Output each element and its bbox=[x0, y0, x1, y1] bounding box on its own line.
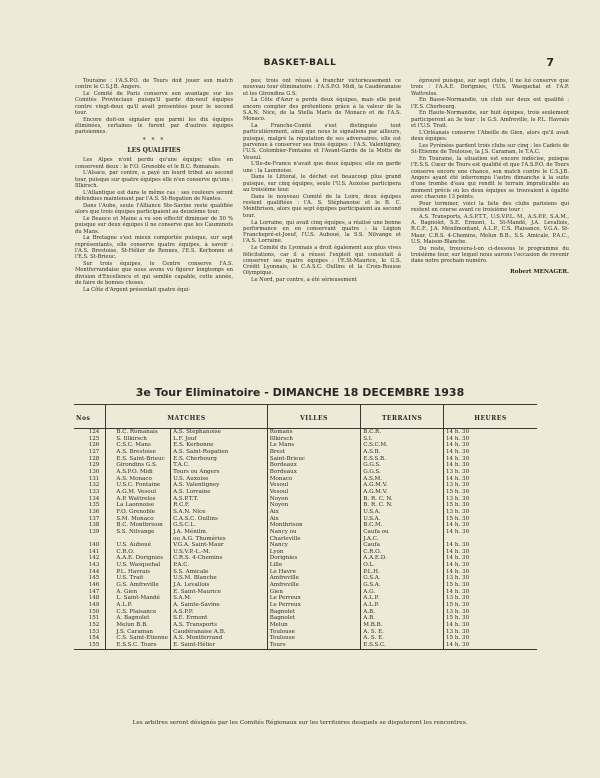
match-number: 144 bbox=[74, 569, 106, 576]
kickoff-time: 13 h. 30 bbox=[445, 508, 470, 515]
table-row bbox=[74, 569, 537, 576]
home-team: La Laonnoise bbox=[106, 502, 171, 509]
city: Bordeaux bbox=[267, 469, 361, 476]
kickoff-time: 15 h. 30 bbox=[445, 635, 470, 642]
home-team: Girondins G.S. bbox=[106, 462, 171, 469]
away-team: C.A.S.C. Oullins bbox=[171, 516, 268, 523]
table-row bbox=[74, 476, 537, 483]
venue: Caufa bbox=[361, 542, 444, 549]
match-number: 140 bbox=[74, 542, 106, 549]
away-team: E.S. Kerbonne bbox=[171, 442, 268, 449]
kickoff-time: 14 h. 30 bbox=[445, 455, 470, 462]
header-num: Nos bbox=[74, 405, 106, 429]
home-team: C.R.O. bbox=[106, 549, 171, 556]
venue: G.G.S. bbox=[361, 462, 444, 469]
match-number: 151 bbox=[74, 615, 106, 622]
venue: U.S.A. bbox=[361, 516, 444, 523]
kickoff-time: 13 h. 30 bbox=[445, 628, 470, 635]
home-team: A.P. Wattrelos bbox=[106, 496, 171, 503]
away-team: G.S.C.L. bbox=[171, 522, 268, 529]
venue: B.C.M. bbox=[361, 522, 444, 529]
venue: E.S.S.B. bbox=[361, 456, 444, 463]
city: Romans bbox=[267, 429, 361, 436]
home-team: U.S. Auboué bbox=[106, 542, 171, 549]
table-row bbox=[74, 562, 537, 569]
paragraph: Le Comité du Lyonnais a droit également aux plus vives félicitations, car il a réussi l'exploit qui consistait à conserver ses quatre équipes : l'E.St-Maurice, le G.S. Crédit Lyonnais, le C.A.S.C. Oullins et la Croix-Rousse Olympique. bbox=[243, 245, 401, 277]
kickoff-time: 13 h. 30 bbox=[445, 468, 470, 475]
city: Le Perreux bbox=[267, 595, 361, 602]
kickoff-time: 14 h. 30 bbox=[445, 429, 470, 435]
away-team: Tours ou Angers bbox=[171, 469, 268, 476]
paragraph: Dans le Littoral, le déchet est beaucoup plus grand puisque, sur cinq équipes, seule l'U.S. Auxoise participera au troisième tour. bbox=[243, 174, 401, 194]
home-team: C.S. Saint-Etienne bbox=[106, 635, 171, 642]
table-row bbox=[74, 522, 537, 529]
away-team: A.S. Lorraine bbox=[171, 489, 268, 496]
away-team: A. Sainte-Savine bbox=[171, 602, 268, 609]
paragraph: Le Comité de Paris conserve son avantage sur les Comités Provinciaux puisqu'il garde dix-neuf équipes contre vingt-deux qu'il avait présentées pour le second tour. bbox=[75, 91, 233, 116]
paragraph: Sur trois équipes, le Centre conserve l'A.S. Montferrandaise que nous avons vu figurer longtemps en division d'Excellence et qui semble capable, cette année, de faire de bonnes choses. bbox=[75, 261, 233, 286]
paragraph: Le Beauce et Maine a vu son effectif diminuer de 50 % puisque sur deux équipes il ne conserve que les Cauminots du Mans. bbox=[75, 215, 233, 235]
paragraph: En Basse-Normandie, un club sur deux est qualifié : l'E.S. Cherbourg. bbox=[411, 97, 569, 110]
away-team: S.E. Ermont bbox=[171, 615, 268, 622]
away-team: C.R.S. 4-Chemins bbox=[171, 555, 268, 562]
match-number: 153 bbox=[74, 629, 106, 636]
header-terrains: TERRAINS bbox=[361, 405, 444, 429]
kickoff-time: 15 h. 30 bbox=[445, 515, 470, 522]
kickoff-time: 14 h. 30 bbox=[445, 542, 470, 549]
header-heures: HEURES bbox=[443, 405, 537, 429]
match-number: 133 bbox=[74, 489, 106, 496]
home-team: A.L.P. bbox=[106, 602, 171, 609]
away-team: A.S. Transports bbox=[171, 622, 268, 629]
table-row bbox=[74, 442, 537, 449]
home-team: S.S. Nilvange bbox=[106, 529, 171, 536]
paragraph: éprouvé puisque, sur sept clubs, il ne lui conserve que trois : l'A.A.E. Dorignies, l'U.S. Wasquehal et l'A.P. Wattrelos. bbox=[411, 78, 569, 97]
city: Vesoul bbox=[267, 482, 361, 489]
paragraph: La Bretagne s'est mieux comportée puisque, sur sept représentants, elle conserve quatre équipes, à savoir : l'A.S. Brestoise, St-Hélier de Rennes, l'E.S. Kerbonne et l'E.S. St-Brieuc. bbox=[75, 235, 233, 261]
home-team: A.S. Monaco bbox=[106, 476, 171, 483]
kickoff-time: 14 h. 30 bbox=[445, 562, 470, 569]
city: Montbrison bbox=[267, 522, 361, 529]
home-team: A. Gien bbox=[106, 589, 171, 596]
match-number: 150 bbox=[74, 609, 106, 616]
paragraph: L'Alsace, par contre, a payé un lourd tribut au second tour, puisque sur quatre équipes elle n'en conserve qu'une : Illkirsch. bbox=[75, 170, 233, 189]
city: Vesoul bbox=[267, 489, 361, 496]
paragraph: La Côte d'Argent présentait quatre équi- bbox=[83, 286, 191, 293]
home-team: P.L. Havrais bbox=[106, 569, 171, 576]
city: Bordeaux bbox=[267, 462, 361, 469]
kickoff-time: 13 h. 30 bbox=[445, 575, 470, 582]
home-team: C.S. Plaisance bbox=[106, 609, 171, 616]
home-team: B.C. Romanais bbox=[106, 429, 171, 436]
table-row bbox=[74, 635, 537, 642]
venue: G.S.A. bbox=[361, 575, 444, 582]
away-team: V.G.A. Saint-Maur bbox=[171, 542, 268, 549]
away-team: P.A.C. bbox=[171, 562, 268, 569]
section-heading: LES QUALIFIES bbox=[127, 146, 181, 154]
match-number: 145 bbox=[74, 575, 106, 582]
footer-note: Les arbitres seront désignés par les Comités Régionaux sur les territoires desquels se disputeront les rencontres. bbox=[132, 720, 468, 726]
match-number: 138 bbox=[74, 522, 106, 529]
paragraph: La Lorraine, qui avait cinq équipes, a réalisé une bonne performance en en conservant quatre : la Légion Franchepré-et-Joeuf, l'U.S. Auboué, la S.S. Nilvange et l'A.S. Lorraine. bbox=[243, 219, 401, 245]
kickoff-time: 15 h. 30 bbox=[445, 582, 470, 589]
match-number: 154 bbox=[74, 635, 106, 642]
table-row bbox=[74, 622, 537, 629]
table-row bbox=[74, 629, 537, 636]
match-number: 146 bbox=[74, 582, 106, 589]
city: Bagnolet bbox=[267, 609, 361, 616]
venue: B. R. C. N. bbox=[361, 502, 444, 509]
match-number: 128 bbox=[74, 456, 106, 463]
venue: A. S. E. bbox=[361, 635, 444, 642]
paragraph: Encore doit-on signaler que parmi les dix équipes éliminées, certaines le furent par d'autres équipes parisiennes. bbox=[75, 116, 233, 136]
table-row bbox=[74, 575, 537, 582]
kickoff-time: 14 h. 30 bbox=[445, 622, 470, 629]
paragraph: Du reste, trouvera-t-on ci-dessous le programme du troisième tour, sur lequel nous aurons l'occasion de revenir dans notre prochain numéro. bbox=[411, 245, 569, 265]
home-team: G.S. Amfreville bbox=[106, 582, 171, 589]
city: Monaco bbox=[267, 476, 361, 483]
city: Dorignies bbox=[267, 555, 361, 562]
match-number: 124 bbox=[74, 429, 106, 436]
home-team: A.S. Brestoise bbox=[106, 449, 171, 456]
home-team: A.S.P.O. Midi bbox=[106, 469, 171, 476]
city: Charleville bbox=[267, 536, 361, 543]
match-number: 127 bbox=[74, 449, 106, 456]
separator-stars: * * * bbox=[142, 136, 166, 144]
venue: O.L. bbox=[361, 562, 444, 569]
match-number: 132 bbox=[74, 482, 106, 489]
home-team: J.S. Caraman bbox=[106, 629, 171, 636]
home-team: U.S. Wasquehal bbox=[106, 562, 171, 569]
away-team: L.F. Jouf bbox=[171, 436, 268, 443]
venue: A.L.P. bbox=[361, 595, 444, 602]
venue: A.B. bbox=[361, 609, 444, 616]
venue: C.R.O. bbox=[361, 549, 444, 556]
match-number: 136 bbox=[74, 509, 106, 516]
away-team: S.S. Amicale bbox=[171, 569, 268, 576]
venue: A.B. bbox=[361, 615, 444, 622]
city: Le Havre bbox=[267, 569, 361, 576]
author-signature: Robert MENAGER. bbox=[510, 268, 569, 275]
paragraph: En Touraine, la situation est encore indécise, puisque l'E.S.S. Cœur de Tours est qualifié et que l'A.S.P.O. de Tours conserve encore une chance, son match contre le C.S.J.B. Angers ayant été interrompu l'autre dimanche à la suite d'une trombe d'eau qui rendit le terrain impraticable au moment précis où les deux équipes se trouvaient à égalité avec chacune 13 points. bbox=[411, 156, 569, 200]
venue: M.B.B. bbox=[361, 622, 444, 629]
match-number: 155 bbox=[74, 642, 106, 649]
city: Nancy bbox=[267, 542, 361, 549]
kickoff-time bbox=[443, 536, 537, 543]
city: Bagnolet bbox=[267, 615, 361, 622]
city: Gien bbox=[267, 589, 361, 596]
page-number: 7 bbox=[546, 56, 554, 69]
away-team: A.S.P.P. bbox=[171, 609, 268, 616]
venue: Caufa ou bbox=[361, 529, 444, 536]
paragraph: Touraine : l'A.S.P.O. de Tours doit jouer son match contre le C.S.J.B. Angers. bbox=[75, 78, 233, 91]
kickoff-time: 14 h. 30 bbox=[445, 442, 470, 449]
paragraph: L'Ile-de-France n'avait que deux équipes; elle en garde une : la Laonnoise. bbox=[243, 161, 401, 174]
paragraph: L'Atlantique est dans le même cas : ses couleurs seront défendues maintenant par l'A.S. St-Rogatien de Nantes. bbox=[75, 189, 233, 203]
venue: G.S.A. bbox=[361, 582, 444, 589]
paragraph: Les Pyrénées gardent trois clubs sur cinq : les Cadets de St-Etienne de Toulouse, la J.S. Caraman, le T.A.C. bbox=[411, 142, 569, 156]
kickoff-time: 13 h. 30 bbox=[445, 495, 470, 502]
away-team: E. Saint-Hélier bbox=[171, 642, 268, 649]
home-team: U.S.C. Fontaine bbox=[106, 482, 171, 489]
away-team: U.S.V.P.-L.-M. bbox=[171, 549, 268, 556]
table-row bbox=[74, 542, 537, 549]
page-header bbox=[40, 58, 560, 76]
paragraph: Le Nord, par contre, a été sérieusement bbox=[251, 277, 357, 284]
kickoff-time: 14 h. 30 bbox=[445, 548, 470, 555]
away-team: A.S. Valentigney bbox=[171, 482, 268, 489]
header-matches: MATCHES bbox=[106, 405, 267, 429]
venue: A.G.M.V. bbox=[361, 489, 444, 496]
kickoff-time: 14 h. 30 bbox=[445, 435, 470, 442]
article-column-2 bbox=[243, 78, 401, 284]
city: Tours bbox=[267, 642, 361, 649]
away-team: E.S. Cherbourg bbox=[171, 456, 268, 463]
kickoff-time: 15 h. 30 bbox=[445, 488, 470, 495]
venue: A.S.M. bbox=[361, 476, 444, 483]
table-row bbox=[74, 582, 537, 589]
venue: B.C.R. bbox=[361, 429, 444, 436]
venue: J.A.C. bbox=[361, 536, 444, 543]
home-team: A.G.M. Vesoul bbox=[106, 489, 171, 496]
city: Lyon bbox=[267, 549, 361, 556]
home-team: L. Saint-Mandé bbox=[106, 595, 171, 602]
city: Noyon bbox=[267, 496, 361, 503]
match-number: 126 bbox=[74, 442, 106, 449]
away-team: E. Saint-Maurice bbox=[171, 589, 268, 596]
match-number: 149 bbox=[74, 602, 106, 609]
paragraph: Pour terminer, voici la liste des clubs parisiens qui restent en course avant ce troisième tour : bbox=[411, 200, 569, 213]
home-team: U.S. Trait bbox=[106, 575, 171, 582]
away-team: A.S.P.T.T. bbox=[171, 496, 268, 503]
away-team: Caudéranaise A.B. bbox=[171, 629, 268, 636]
paragraph: Dans l'Aube, seule l'Alliance Ste-Savine reste qualifiée alors que trois équipes participaient au deuxième tour. bbox=[75, 202, 233, 216]
table-row bbox=[74, 516, 537, 523]
home-team: A. Bagnolet bbox=[106, 615, 171, 622]
venue: U.S.A. bbox=[361, 509, 444, 516]
table-row bbox=[74, 429, 537, 436]
away-team: J.A. Levallois bbox=[171, 582, 268, 589]
city: Brest bbox=[267, 449, 361, 456]
table-row bbox=[74, 549, 537, 556]
away-team: U.S.M. Blanche bbox=[171, 575, 268, 582]
home-team: A.A.E. Dorignies bbox=[106, 555, 171, 562]
city: Le Perreux bbox=[267, 602, 361, 609]
table-row bbox=[74, 509, 537, 516]
home-team: E.S.S.C. Tours bbox=[106, 642, 171, 649]
city: Nancy ou bbox=[267, 529, 361, 536]
kickoff-time: 14 h. 30 bbox=[443, 642, 537, 649]
home-team: S. Illkirsch bbox=[106, 436, 171, 443]
city: Le Mans bbox=[267, 442, 361, 449]
table-row bbox=[74, 502, 537, 509]
home-team: Melun B.B. bbox=[106, 622, 171, 629]
match-number: 134 bbox=[74, 496, 106, 503]
paragraph: Dans le nouveau Comité de la Loire, deux équipes restent qualifiées : l'A. S. Stéphanoise et le B. C. Montbrison, alors que sept équipes participaient au second tour. bbox=[243, 193, 401, 219]
kickoff-time: 14 h. 30 bbox=[445, 555, 470, 562]
kickoff-time: 14 h. 30 bbox=[445, 522, 470, 529]
match-number: 141 bbox=[74, 549, 106, 556]
table-row bbox=[74, 642, 537, 649]
venue: E.S.S.C. bbox=[361, 642, 444, 649]
home-team: B.C. Montbrison bbox=[106, 522, 171, 529]
table-row bbox=[74, 436, 537, 443]
away-team: A.S. Saint-Rogatien bbox=[171, 449, 268, 456]
away-team: R.C.F. bbox=[171, 502, 268, 509]
paragraph: Les Alpes n'ont perdu qu'une équipe; elles en conservent deux : le F.O. Grenoble et le B.C. Romanais. bbox=[75, 157, 233, 170]
city: Toulouse bbox=[267, 629, 361, 636]
city: Amfreville bbox=[267, 575, 361, 582]
table-row bbox=[74, 615, 537, 622]
kickoff-time: 14 h. 30 bbox=[445, 448, 470, 455]
away-team: T.A.C. bbox=[171, 462, 268, 469]
away-team: J.A. Ménilm. bbox=[171, 529, 268, 536]
away-team: U.S. Auxoise bbox=[171, 476, 268, 483]
paragraph: pes; trois ont réussi à franchir victorieusement ce nouveau tour éliminatoire : l'A.S.P.O. Midi, la Caudéranaise et les Girondins G.S. bbox=[243, 78, 401, 97]
match-number: 130 bbox=[74, 469, 106, 476]
match-number: 129 bbox=[74, 462, 106, 469]
table-row bbox=[74, 609, 537, 616]
kickoff-time: 15 h. 30 bbox=[445, 502, 470, 509]
table-row bbox=[74, 449, 537, 456]
away-team: ou A.G. Thuméries bbox=[171, 536, 268, 543]
home-team: C.S.C. Mans bbox=[106, 442, 171, 449]
header-villes: VILLES bbox=[267, 405, 361, 429]
venue: B. R. C. N. bbox=[361, 496, 444, 503]
home-team: E.S. Saint-Brieuc bbox=[106, 456, 171, 463]
home-team: F.O. Grenoble bbox=[106, 509, 171, 516]
away-team: A.S. Stéphanoise bbox=[171, 429, 268, 436]
city: Noyon bbox=[267, 502, 361, 509]
city: Aix bbox=[267, 509, 361, 516]
table-row bbox=[74, 529, 537, 536]
table-header-row bbox=[74, 405, 537, 429]
city: Illkirsch bbox=[267, 436, 361, 443]
kickoff-time: 13 h. 30 bbox=[445, 482, 470, 489]
city: Amfreville bbox=[267, 582, 361, 589]
city: Lille bbox=[267, 562, 361, 569]
table-row bbox=[74, 489, 537, 496]
table-row bbox=[74, 555, 537, 562]
table-row bbox=[74, 496, 537, 503]
tour-title: 3e Tour Eliminatoire - DIMANCHE 18 DECEMBRE 1938 bbox=[135, 386, 465, 399]
venue: A. S. E. bbox=[361, 629, 444, 636]
match-number: 143 bbox=[74, 562, 106, 569]
venue: G.G.S. bbox=[361, 469, 444, 476]
article-column-3 bbox=[411, 78, 569, 275]
kickoff-time: 14 h. 30 bbox=[445, 588, 470, 595]
city: Toulouse bbox=[267, 635, 361, 642]
paragraph: A.S. Transports, A.S.P.T.T., U.S.V.P.L. M., A.S.P.P., S.A.M., A. Bagnolet, S.E. Ermont, L. St-Mandé, J.A. Levallois, R.C.F., J.A. Ménilmontant, A.L.P., C.S. Plaisance, V.G.A. St-Maur, C.R.S. 4-Chemins, Melun B.B., S.S. Amicale, P.A.C., U.S. Maison-Blanche. bbox=[411, 213, 569, 245]
match-number: 148 bbox=[74, 595, 106, 602]
kickoff-time: 15 h. 30 bbox=[445, 602, 470, 609]
fixture-rows bbox=[74, 429, 537, 650]
city: Melun bbox=[267, 622, 361, 629]
kickoff-time: 13 h. 30 bbox=[445, 595, 470, 602]
away-team: S.A.M. bbox=[171, 595, 268, 602]
match-number bbox=[74, 536, 106, 543]
table-row bbox=[74, 462, 537, 469]
paragraph: La Franche-Comté s'est distinguée tout particulièrement, ainsi que nous le signalions par ailleurs, puisque, malgré la réputation de ses adversaires, elle est parvenue à conserver ses trois équipes : l'A.S. Valentigney, l'U.S. Colombier-Fontaine et l'Avant-Garde de la Motte de Vesoul. bbox=[243, 123, 401, 161]
venue: S.I. bbox=[361, 436, 444, 443]
home-team: S.M. Monaco bbox=[106, 516, 171, 523]
away-team: S.A.N. Nice bbox=[171, 509, 268, 516]
paragraph: La Côte d'Azur a perdu deux équipes, mais elle peut encore compter des prétentions grâce à la valeur de la S.A.N. Nice, de la Stella Maris de Monaco et de l'A.S. Monaco. bbox=[243, 97, 401, 123]
table-row bbox=[74, 469, 537, 476]
fixtures-table bbox=[74, 404, 537, 650]
city: Saint-Brieuc bbox=[267, 456, 361, 463]
match-number: 152 bbox=[74, 622, 106, 629]
kickoff-time: 14 h. 30 bbox=[445, 475, 470, 482]
match-number: 137 bbox=[74, 516, 106, 523]
paragraph: L'Orléanais conserve l'Abeille de Gien, alors qu'il avait deux équipes. bbox=[411, 129, 569, 143]
match-number: 139 bbox=[74, 529, 106, 536]
paragraph: En Haute-Normandie, sur huit équipes, trois seulement participeront au 3e tour : le G.S. Amfreville, le P.L. Havrais et l'U.S. Trait. bbox=[411, 110, 569, 130]
away-team: A.S. Montferrand bbox=[171, 635, 268, 642]
match-number: 135 bbox=[74, 502, 106, 509]
kickoff-time: 13 h. 30 bbox=[445, 608, 470, 615]
table-row bbox=[74, 482, 537, 489]
match-number: 147 bbox=[74, 589, 106, 596]
table-row bbox=[74, 456, 537, 463]
venue: C.S.C.M. bbox=[361, 442, 444, 449]
venue: A.G.M.V. bbox=[361, 482, 444, 489]
kickoff-time: 14 h. 30 bbox=[445, 528, 470, 535]
venue: A.G. bbox=[361, 589, 444, 596]
kickoff-time: 15 h. 30 bbox=[445, 615, 470, 622]
match-number: 125 bbox=[74, 436, 106, 443]
venue: A.S.B. bbox=[361, 449, 444, 456]
table-row bbox=[74, 602, 537, 609]
table-row bbox=[74, 595, 537, 602]
section-title: BASKET-BALL bbox=[263, 58, 337, 68]
venue: P.L.H. bbox=[361, 569, 444, 576]
venue: A.A.E.D. bbox=[361, 555, 444, 562]
kickoff-time: 14 h. 30 bbox=[445, 462, 470, 469]
kickoff-time: 14 h. 30 bbox=[445, 568, 470, 575]
match-number: 131 bbox=[74, 476, 106, 483]
article-column-1 bbox=[75, 78, 233, 294]
venue: A.L.P. bbox=[361, 602, 444, 609]
city: Aix bbox=[267, 516, 361, 523]
match-number: 142 bbox=[74, 555, 106, 562]
